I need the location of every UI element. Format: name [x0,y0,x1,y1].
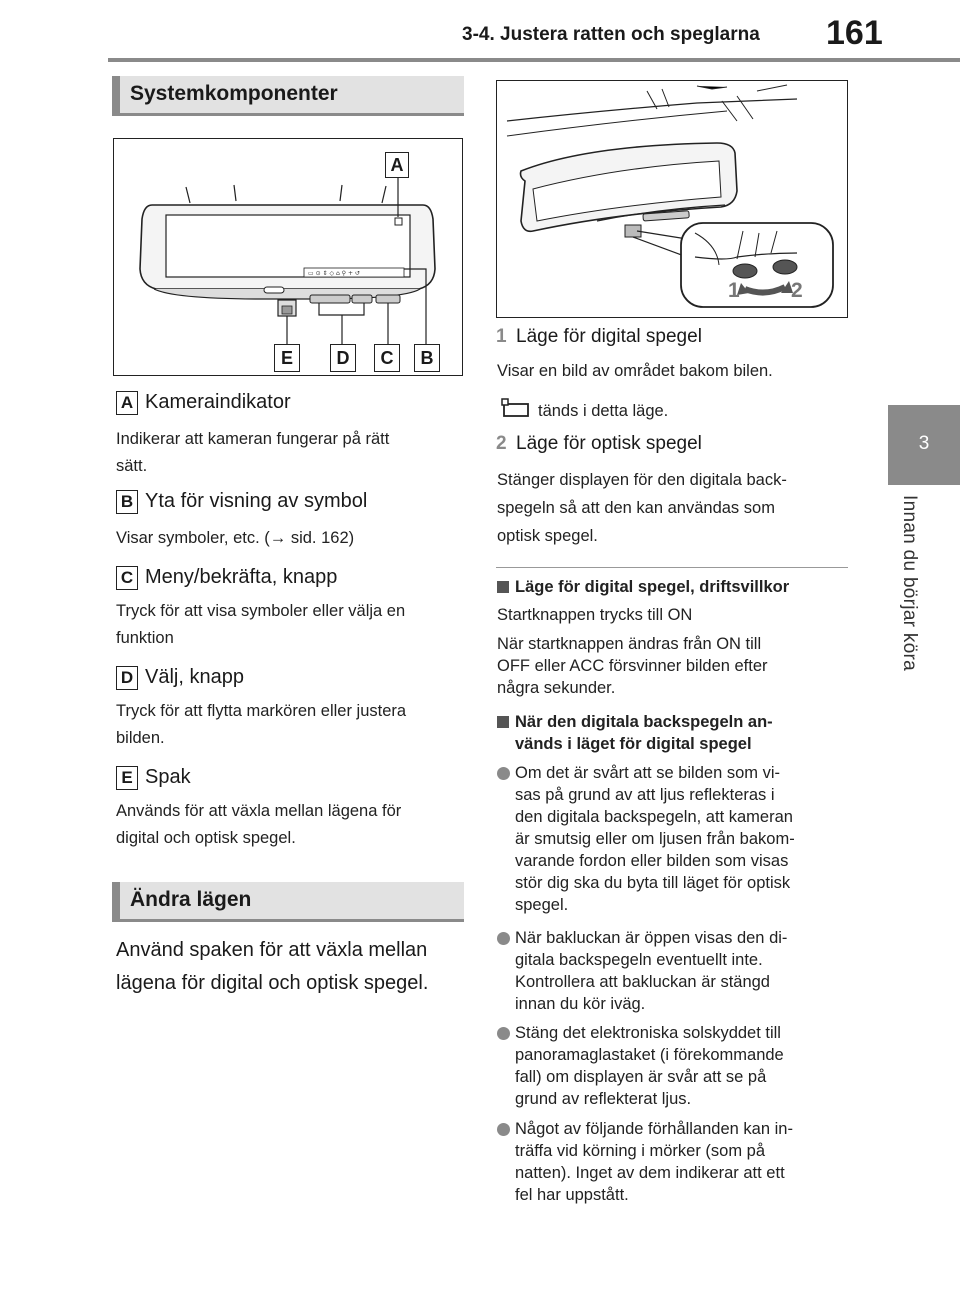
item-desc-c [116,598,466,652]
bullet-line: fall) om displayen är svår att se på [515,1068,767,1086]
bullet-line: panoramaglastaket (i förekommande [515,1046,784,1064]
desc-line: Indikerar att kameran fungerar på rätt [116,430,390,448]
item-title-b: Yta för visning av symbol [145,490,368,512]
desc-line: Används för att växla mellan lägena för [116,802,402,820]
conditions-line-1: Startknappen trycks till ON [497,606,693,624]
bullet-line: träffa vid körning i mörker (som på [515,1142,766,1160]
item-title-a: Kameraindikator [145,391,291,413]
conditions-body [497,633,768,699]
title-line: När den digitala backspegeln an- [515,713,773,731]
section-header-text: Ändra lägen [130,888,252,911]
bullet-item-3 [515,1022,784,1110]
bullet-line: den digitala backspegeln, att kameran [515,808,793,826]
body-line: Använd spaken för att växla mellan [116,939,428,961]
figure-number-1: 1 [728,279,740,302]
desc-line: Tryck för att visa symboler eller välja en [116,602,406,620]
bullet-line: är smutsig eller om ljusen från bakom- [515,830,795,848]
section-header-text: Systemkomponenter [130,82,338,105]
bullet-line: Stäng det elektroniska solskyddet till [515,1024,781,1042]
desc-line: sätt. [116,457,148,475]
item-desc-a [116,426,466,480]
bullet-item-4 [515,1118,793,1206]
usage-title [515,711,773,755]
round-bullet-icon [497,767,510,780]
mode2-title: Läge för optisk spegel [516,433,702,454]
divider [496,567,848,568]
desc-line: bilden. [116,729,165,747]
chapter-title-text: Innan du börjar köra [899,495,920,672]
desc-line: funktion [116,629,174,647]
body-line: några sekunder. [497,679,616,697]
figure-label-a: A [385,152,409,178]
desc-line: digital och optisk spegel. [116,829,296,847]
item-letter-d: D [116,666,138,690]
bullet-line: stör dig ska du byta till läget för optisk [515,874,791,892]
desc-line: Stänger displayen för den digitala back- [497,471,787,489]
mode1-desc: Visar en bild av området bakom bilen. [497,362,773,380]
conditions-title: Läge för digital spegel, driftsvillkor [515,578,790,596]
bullet-line: natten). Inget av dem indikerar att ett [515,1164,785,1182]
body-line: När startknappen ändras från ON till [497,635,762,653]
bullet-line: Kontrollera att bakluckan är stängd [515,973,770,991]
item-letter-c: C [116,566,138,590]
figure-label-e: E [274,344,300,372]
body-line: lägena för digital och optisk spegel. [116,972,429,994]
figure-number-2: 2 [791,279,803,302]
page-ref-text: sid. 162) [286,529,355,547]
item-title-d: Välj, knapp [145,666,244,688]
desc-line: optisk spegel. [497,527,598,545]
digital-mirror-indicator-icon [500,398,530,418]
figure-label-d: D [330,344,356,372]
item-title-e: Spak [145,766,191,788]
bullet-item-1 [515,762,795,916]
mode1-icon-text: tänds i detta läge. [538,402,669,420]
square-bullet-icon [497,581,509,593]
round-bullet-icon [497,932,510,945]
header-rule [108,58,960,62]
desc-line: spegeln så att den kan användas som [497,499,775,517]
mode1-title: Läge för digital spegel [516,326,702,347]
bullet-line: spegel. [515,896,569,914]
title-line: vänds i läget för digital spegel [515,735,752,753]
item-desc-b [116,525,466,552]
mode1-number: 1 [496,326,507,347]
svg-text:▭ ⊙ ⇕ ◇ ⌂ ⚲ + ↺: ▭ ⊙ ⇕ ◇ ⌂ ⚲ + ↺ [308,270,360,277]
bullet-line: fel har uppstått. [515,1186,629,1204]
item-desc-e [116,798,466,852]
bullet-item-2 [515,927,787,1015]
desc-text: Visar symboler, etc. ( [116,529,270,547]
page-number: 161 [826,14,883,52]
chapter-title [898,495,924,695]
bullet-line: Något av följande förhållanden kan in- [515,1120,793,1138]
mode2-desc [497,466,787,550]
item-title-c: Meny/bekräfta, knapp [145,566,338,588]
bullet-line: gitala backspegeln eventuellt inte. [515,951,763,969]
section-header-systemkomponenter [112,76,464,116]
item-letter-e: E [116,766,138,790]
mirror-components-figure [113,138,463,376]
square-bullet-icon [497,716,509,728]
chapter-number: 3 [918,433,930,454]
round-bullet-icon [497,1123,510,1136]
mode2-number: 2 [496,433,507,454]
bullet-line: sas på grund av att ljus reflekteras i [515,786,775,804]
round-bullet-icon [497,1027,510,1040]
figure-label-b: B [414,344,440,372]
page-ref-arrow-icon: → [269,529,287,547]
item-desc-d [116,698,466,752]
bullet-line: varande fordon eller bilden som visas [515,852,789,870]
section2-body [116,934,471,1000]
section-header-andra-lagen [112,882,464,922]
desc-line: Tryck för att flytta markören eller justera [116,702,407,720]
figure-label-c: C [374,344,400,372]
bullet-line: Om det är svårt att se bilden som vi- [515,764,781,782]
section-header-title: 3-4. Justera ratten och speglarna [462,24,760,45]
bullet-line: innan du kör iväg. [515,995,646,1013]
item-letter-b: B [116,490,138,514]
bullet-line: grund av reflekterat ljus. [515,1090,692,1108]
body-line: OFF eller ACC försvinner bilden efter [497,657,768,675]
bullet-line: När bakluckan är öppen visas den di- [515,929,788,947]
item-letter-a: A [116,391,138,415]
